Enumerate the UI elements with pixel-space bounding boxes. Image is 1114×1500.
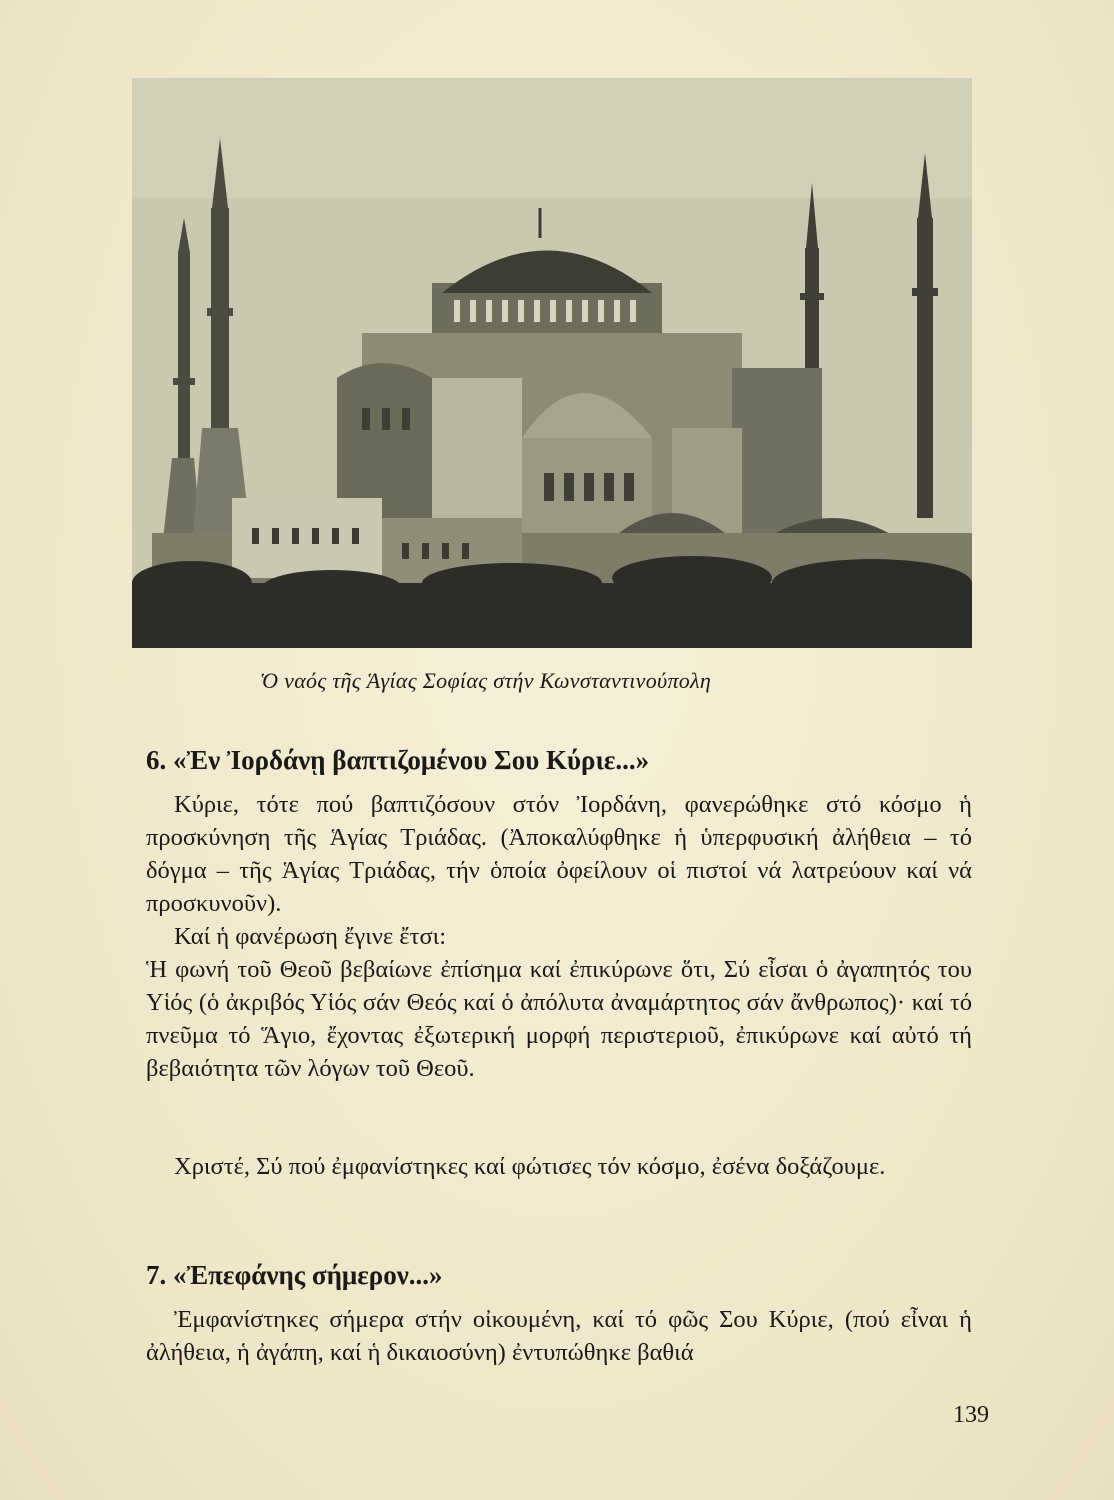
photo-caption: Ὁ ναός τῆς Ἁγίας Σοφίας στήν Κωνσταντινούπολη <box>260 668 712 693</box>
section-6-paragraph-3: Ἡ φωνή τοῦ Θεοῦ βεβαίωνε ἐπίσημα καί ἐπικύρωνε ὅτι, Σύ εἶσαι ὁ ἀγαπητός του Υἱός (ὁ ἀκριβός Υἱός σάν Θεός καί ὁ ἀπόλυτα ἀναμάρτητος σάν ἄνθρωπος)· καί τό πνεῦμα τό Ἅγιο, ἔχοντας ἐξωτερική μορφή περιστεριοῦ, ἐπικύρωνε καί αὐτό τή βεβαιότητα τῶν λόγων τοῦ Θεοῦ. <box>146 956 972 1082</box>
section-7-paragraph-1: Ἐμφανίστηκες σήμερα στήν οἰκουμένη, καί τό φῶς Σου Κύριε, (πού εἶναι ἡ ἀλήθεια, ἡ ἀγάπη, καί ἡ δικαιοσύνη) ἐντυπώθηκε βαθιά <box>146 1306 972 1366</box>
hagia-sophia-photo <box>132 78 972 648</box>
section-6-heading: 6. «Ἐν Ἰορδάνῃ βαπτιζομένου Σου Κύριε...» <box>146 745 650 775</box>
page-number: 139 <box>953 1402 989 1428</box>
section-6-paragraph-2: Καί ἡ φανέρωση ἔγινε ἔτσι: <box>174 923 447 950</box>
section-6-paragraph-1: Κύριε, τότε πού βαπτιζόσουν στόν Ἰορδάνη, φανερώθηκε στό κόσμο ἡ προσκύνηση τῆς Ἁγίας Τριάδας. (Ἀποκαλύφθηκε ἡ ὑπερφυσική ἀλήθεια – τό δόγμα – τῆς Ἁγίας Τριάδας, τήν ὁποία ὀφείλουν οἱ πιστοί νά λατρεύουν καί νά προσκυνοῦν). <box>146 791 972 917</box>
mosque-illustration <box>132 78 972 648</box>
section-7-heading: 7. «Ἐπεφάνης σήμερον...» <box>146 1260 443 1290</box>
section-6-paragraph-4: Χριστέ, Σύ πού ἐμφανίστηκες καί φώτισες τόν κόσμο, ἐσένα δοξάζουμε. <box>174 1153 886 1180</box>
